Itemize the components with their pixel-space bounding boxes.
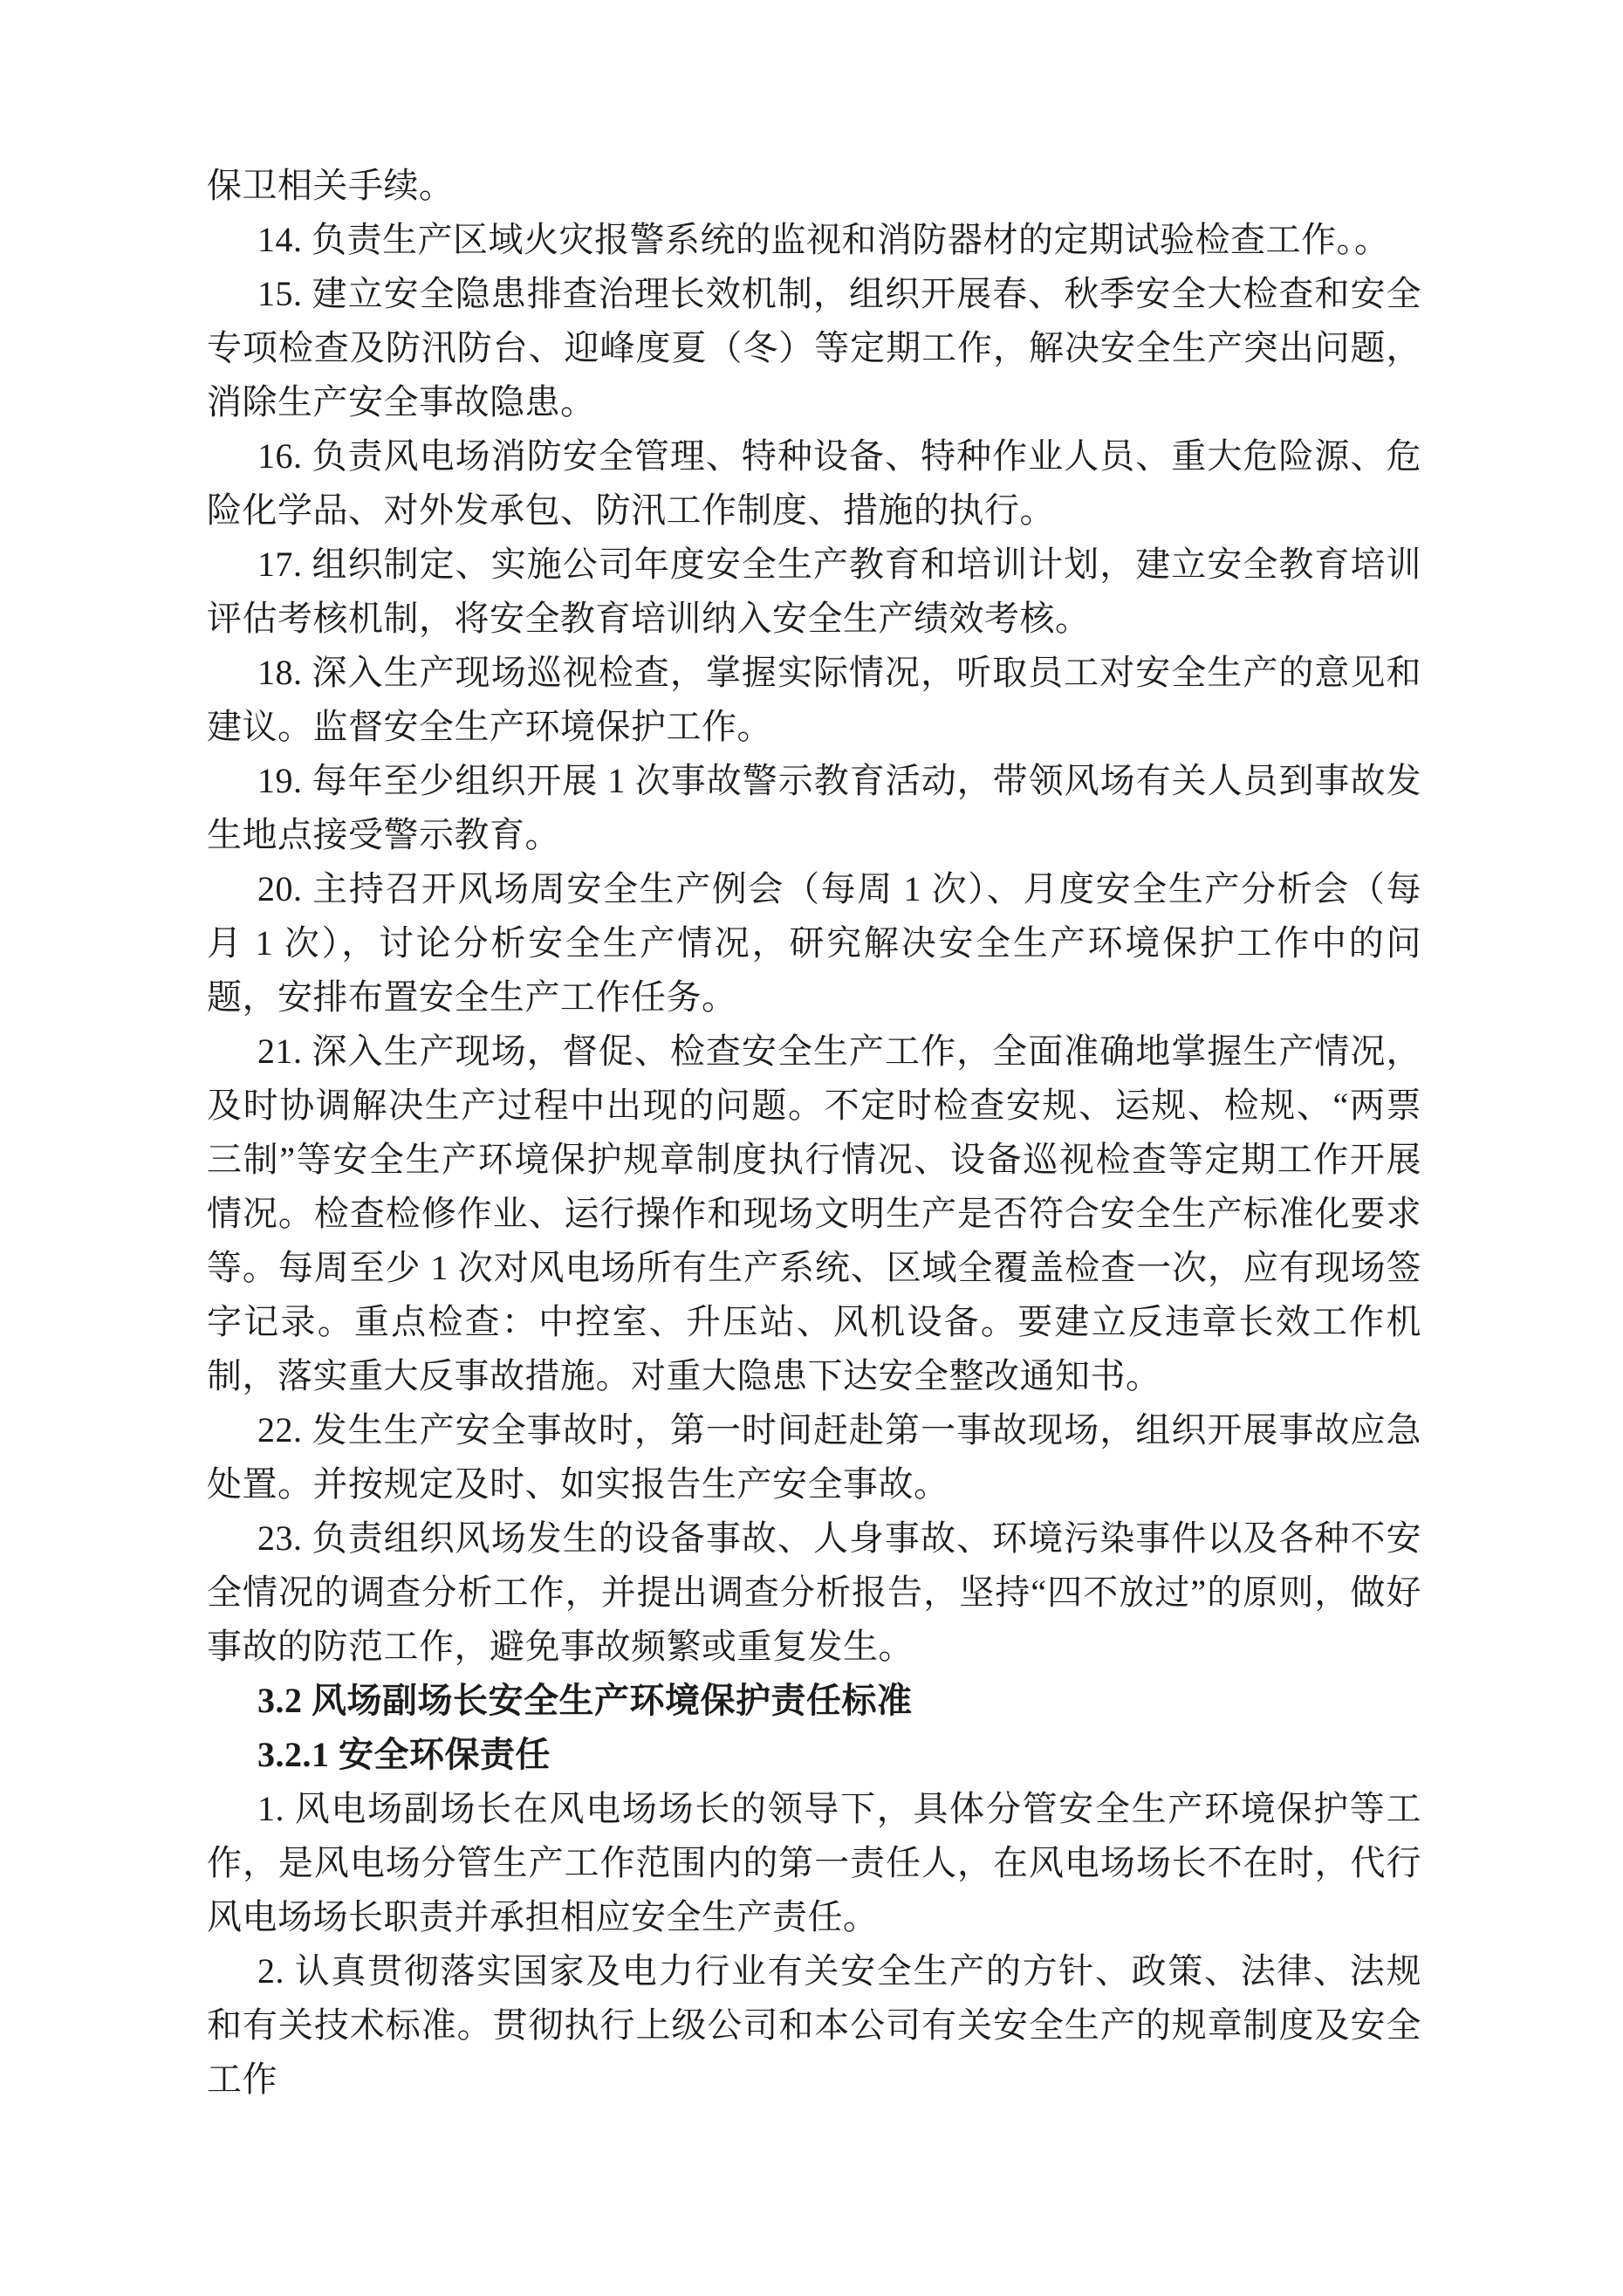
paragraph: 20. 主持召开风场周安全生产例会（每周 1 次）、月度安全生产分析会（每月 1 次），讨论分析安全生产情况，研究解决安全生产环境保护工作中的问题，安排布置安全生产工作任务。 — [207, 869, 1421, 1017]
paragraph: 1. 风电场副场长在风电场场长的领导下，具体分管安全生产环境保护等工作，是风电场分管生产工作范围内的第一责任人，在风电场场长不在时，代行风电场场长职责并承担相应安全生产责任。 — [207, 1789, 1421, 1936]
paragraph: 19. 每年至少组织开展 1 次事故警示教育活动，带领风场有关人员到事故发生地点接受警示教育。 — [207, 761, 1421, 854]
section-heading: 3.2.1 安全环保责任 — [257, 1735, 551, 1774]
paragraph: 18. 深入生产现场巡视检查，掌握实际情况，听取员工对安全生产的意见和建议。监督安全生产环境保护工作。 — [207, 653, 1421, 746]
paragraph: 2. 认真贯彻落实国家及电力行业有关安全生产的方针、政策、法律、法规和有关技术标准。贯彻执行上级公司和本公司有关安全生产的规章制度及安全工作 — [207, 1951, 1421, 2099]
paragraph: 22. 发生生产安全事故时，第一时间赶赴第一事故现场，组织开展事故应急处置。并按规定及时、如实报告生产安全事故。 — [207, 1410, 1421, 1504]
paragraph: 保卫相关手续。 — [207, 166, 455, 205]
paragraph: 21. 深入生产现场，督促、检查安全生产工作，全面准确地掌握生产情况，及时协调解决生产过程中出现的问题。不定时检查安规、运规、检规、“两票三制”等安全生产环境保护规章制度执行情况、设备巡视检查等定期工作开展情况。检查检修作业、运行操作和现场文明生产是否符合安全生产标准化要求等。每周至少 1 次对风电场所有生产系统、区域全覆盖检查一次，应有现场签字记录。重点检查：中控室、升压站、风机设备。要建立反违章长效工作机制，落实重大反事故措施。对重大隐患下达安全整改通知书。 — [207, 1031, 1421, 1395]
paragraph: 16. 负责风电场消防安全管理、特种设备、特种作业人员、重大危险源、危险化学品、对外发承包、防汛工作制度、措施的执行。 — [207, 436, 1421, 530]
paragraph: 14. 负责生产区域火灾报警系统的监视和消防器材的定期试验检查工作。。 — [257, 220, 1390, 259]
paragraph: 17. 组织制定、实施公司年度安全生产教育和培训计划，建立安全教育培训评估考核机制，将安全教育培训纳入安全生产绩效考核。 — [207, 545, 1421, 638]
section-heading: 3.2 风场副场长安全生产环境保护责任标准 — [257, 1681, 913, 1720]
paragraph: 15. 建立安全隐患排查治理长效机制，组织开展春、秋季安全大检查和安全专项检查及防汛防台、迎峰度夏（冬）等定期工作，解决安全生产突出问题，消除生产安全事故隐患。 — [207, 274, 1421, 422]
document-body — [207, 159, 1421, 2107]
paragraph: 23. 负责组织风场发生的设备事故、人身事故、环境污染事件以及各种不安全情况的调查分析工作，并提出调查分析报告，坚持“四不放过”的原则，做好事故的防范工作，避免事故频繁或重复发生。 — [207, 1518, 1421, 1666]
